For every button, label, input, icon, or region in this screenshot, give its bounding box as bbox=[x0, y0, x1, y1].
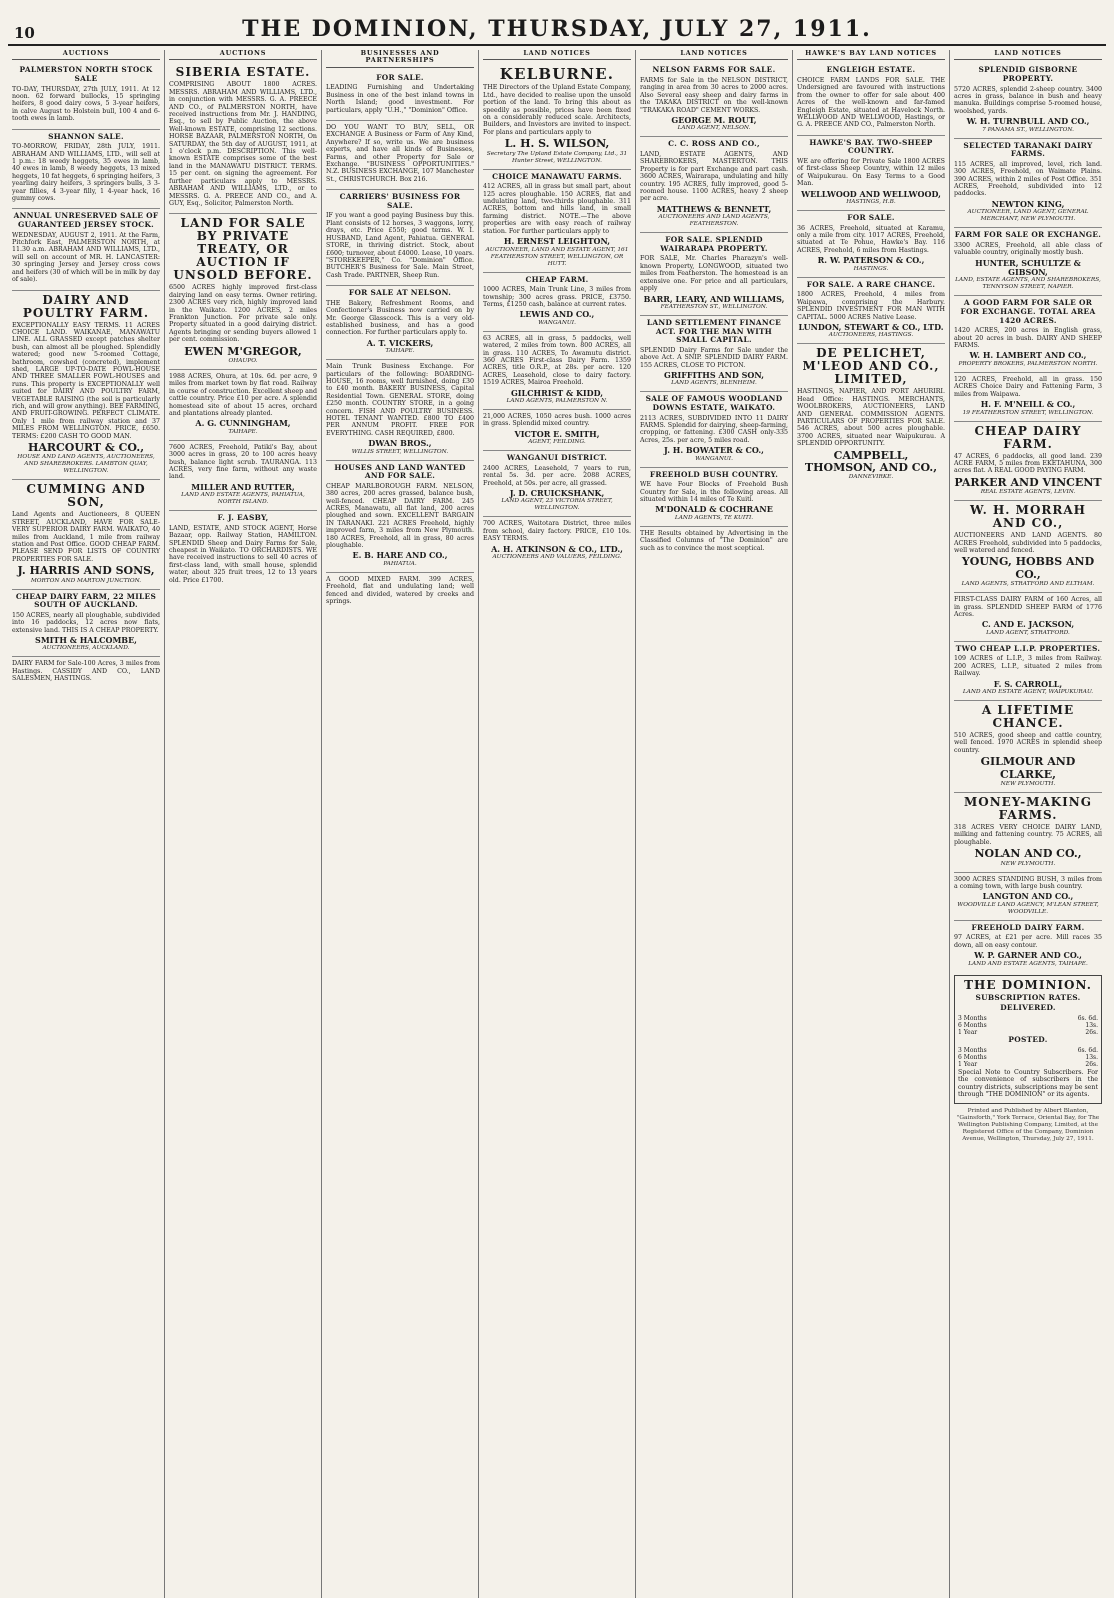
classified-ad bbox=[326, 121, 474, 190]
ad-list bbox=[954, 63, 1102, 971]
ad-advertiser: EWEN M'GREGOR, bbox=[184, 344, 302, 358]
classified-ad bbox=[640, 233, 788, 316]
ad-body: 510 ACRES, good sheep and cattle country, well fenced. 1970 ACRES in splendid sheep country. bbox=[954, 732, 1102, 754]
ad-heading: CARRIERS' BUSINESS FOR SALE. bbox=[339, 192, 461, 210]
ad-advertiser: DWAN BROS., bbox=[368, 438, 432, 449]
ad-advertiser: A. H. ATKINSON & CO., LTD., bbox=[491, 543, 623, 554]
classified-ad bbox=[169, 214, 317, 370]
classified-ad bbox=[640, 392, 788, 467]
ad-body: LAND, ESTATE AGENTS, AND SHAREBROKERS, MASTERTON. THIS Property is for part Exchange and part cash. 3600 ACRES, Wairarapa, undulating and hilly country. 195 ACRES, fully improved, good 5-roomed house. 1100 ACRES, heavy 2 sheep per acre. bbox=[640, 151, 788, 203]
ad-body: 21,000 ACRES, 1050 acres bush. 1000 acres in grass. Splendid mixed country. bbox=[483, 412, 631, 428]
ad-heading: CUMMING AND SON, bbox=[26, 482, 146, 510]
rate-period: 3 Months bbox=[958, 1014, 987, 1022]
classified-ad bbox=[954, 228, 1102, 296]
rate-price: 26s. bbox=[1085, 1029, 1098, 1037]
ad-advertiser: BARR, LEARY, AND WILLIAMS, bbox=[643, 293, 785, 304]
ad-body: 5720 ACRES, splendid 2-sheep country. 3400 acres in grass, balance in bush and heavy manuka. Buildings comprise 5-roomed house, woolshed, yards. bbox=[954, 85, 1102, 115]
rate-period: 6 Months bbox=[958, 1054, 987, 1062]
classified-ad bbox=[12, 480, 160, 589]
subscription-title: THE DOMINION. bbox=[964, 977, 1092, 992]
subscription-section-label: DELIVERED. bbox=[1000, 1003, 1056, 1013]
column-heading: BUSINESSES AND PARTNERSHIPS bbox=[326, 50, 474, 68]
column-5 bbox=[636, 50, 793, 1598]
ad-body: 7600 ACRES, Freehold, Patiki's Bay, about 3000 acres in grass, 20 to 100 acres heavy bush, balance light scrub. TAURANGA. 113 ACRES, very fine farm, without any waste land. bbox=[169, 443, 317, 481]
ad-address: MORTON AND MARTON JUNCTION. bbox=[30, 577, 142, 584]
column-1 bbox=[8, 50, 165, 1598]
ad-advertiser: J. D. CRUICKSHANK, bbox=[509, 488, 605, 498]
ad-body: THE Bakery, Refreshment Rooms, and Confectioner's Business now carried on by Mr. George Glasscock. This is a very old-established business, and has a good connection. For further particulars apply to. bbox=[326, 299, 474, 337]
ad-heading: FOR SALE AT NELSON. bbox=[348, 288, 452, 298]
ad-address: WANGANUI. bbox=[695, 455, 733, 462]
ad-advertiser: LEWIS AND CO., bbox=[519, 309, 595, 320]
ad-list bbox=[12, 63, 160, 688]
subscription-sections bbox=[958, 1004, 1098, 1068]
classified-ad bbox=[954, 921, 1102, 972]
ad-advertiser: L. H. S. WILSON, bbox=[504, 137, 610, 151]
ad-heading: WANGANUI DISTRICT. bbox=[506, 453, 608, 463]
ad-body: 97 ACRES, at £21 per acre. Mill races 35 down, all on easy contour. bbox=[954, 934, 1102, 949]
ad-body: 1800 ACRES, Freehold, 4 miles from Waipawa, comprising the Harbury. SPLENDID INVESTMENT FOR MAN WITH CAPITAL. 5000 ACRES Native Lease. bbox=[797, 291, 945, 321]
classified-ad bbox=[640, 316, 788, 392]
classified-ad bbox=[483, 451, 631, 517]
column-heading: LAND NOTICES bbox=[640, 50, 788, 60]
classified-ad bbox=[954, 422, 1102, 502]
ad-body: THE Results obtained by Advertising in the Classified Columns of "The Dominion" are such as to convince the most sceptical. bbox=[640, 529, 788, 552]
masthead bbox=[8, 6, 1106, 46]
ad-heading: FREEHOLD DAIRY FARM. bbox=[971, 922, 1085, 932]
classified-ad bbox=[12, 63, 160, 129]
classified-ad bbox=[483, 517, 631, 565]
classified-ad bbox=[954, 593, 1102, 642]
ad-advertiser: PARKER AND VINCENT bbox=[954, 475, 1102, 489]
ad-address: Secretary The Upland Estate Company, Ltd., 31 Hunter Street, WELLINGTON. bbox=[486, 150, 628, 164]
classified-ad bbox=[483, 410, 631, 451]
classified-ad bbox=[483, 273, 631, 332]
ad-body: TO-DAY, THURSDAY, 27th JULY, 1911. At 12 noon. 62 forward bullocks, 15 springing heifers, 8 good dairy cows, 5 3-year heifers, in calve August to Holstein bull, 100 4 and 6-tooth ewes in lamb. bbox=[12, 85, 160, 123]
ad-heading: FREEHOLD BUSH COUNTRY. bbox=[649, 469, 779, 479]
ad-advertiser: E. B. HARE AND CO., bbox=[352, 550, 448, 561]
ad-address: REAL ESTATE AGENTS, LEVIN. bbox=[980, 489, 1076, 496]
classified-ad bbox=[326, 573, 474, 612]
ad-body: FOR SALE, Mr. Charles Pharazyn's well-known Property, LONGWOOD, situated two miles from Featherston. The homestead is an extensive one. For price and all particulars, apply bbox=[640, 255, 788, 293]
subscription-rate-row bbox=[958, 1015, 1098, 1022]
ad-list bbox=[326, 71, 474, 612]
ad-body: WE have Four Blocks of Freehold Bush Country for Sale, in the following areas. All situated within 14 miles of Te Kuiti. bbox=[640, 481, 788, 503]
ad-address: AUCTIONEERS AND LAND AGENTS, FEATHERSTON. bbox=[658, 214, 770, 228]
subscription-rate-row bbox=[958, 1061, 1098, 1068]
ad-list bbox=[169, 63, 317, 590]
ad-heading: NELSON FARMS FOR SALE. bbox=[652, 65, 776, 75]
ad-heading: SELECTED TARANAKI DAIRY FARMS. bbox=[963, 140, 1093, 159]
rate-period: 6 Months bbox=[958, 1022, 987, 1030]
ad-address: NEW PLYMOUTH. bbox=[1000, 860, 1056, 867]
ad-advertiser: HARCOURT & CO., bbox=[27, 441, 145, 454]
ad-heading: F. J. EASBY, bbox=[217, 513, 269, 523]
ad-body: 1420 ACRES, 200 acres in English grass, about 20 acres in bush. DAIRY AND SHEEP FARMS. bbox=[954, 327, 1102, 350]
ad-heading: SALE OF FAMOUS WOODLAND DOWNS ESTATE, WAIKATO. bbox=[645, 394, 783, 412]
ad-body: 36 ACRES, Freehold, situated at Karamu, only a mile from city. 1017 ACRES, Freehold, situated at Te Pohue, Hawke's Bay. 116 ACRES, Freehold, 6 miles from Hastings. bbox=[797, 224, 945, 254]
ad-heading: CHEAP FARM. bbox=[525, 274, 589, 284]
ad-heading: A LIFETIME CHANCE. bbox=[981, 703, 1075, 730]
classified-ad bbox=[954, 501, 1102, 593]
ad-advertiser: VICTOR E. SMITH, bbox=[514, 428, 600, 439]
ad-body: CHOICE FARM LANDS FOR SALE. THE Undersigned are favoured with instructions from the owner to offer for sale about 400 Acres of the well-known and far-famed Engleigh Estate, situated at Havelock North. WELLWOOD AND WELLWOOD, Hastings, or G. A. PREECE AND CO., Palmerston North. bbox=[797, 77, 945, 129]
ad-address: LAND AGENT, NELSON. bbox=[677, 125, 751, 132]
ad-advertiser: HUNTER, SCHULTZE & GIBSON, bbox=[975, 257, 1081, 278]
ad-address: LAND AGENTS, STRATFORD AND ELTHAM. bbox=[961, 581, 1095, 588]
ad-body: SPLENDID Dairy Farms for Sale under the above Act. A SNIP. SPLENDID DAIRY FARM. 155 ACRES, CLOSE TO PICTON. bbox=[640, 346, 788, 369]
ad-address: WANGANUI. bbox=[538, 319, 576, 326]
ad-address: AUCTIONEER, LAND AND ESTATE AGENT, 161 FEATHERSTON STREET, WELLINGTON, OR HUTT. bbox=[485, 246, 629, 267]
columns bbox=[8, 50, 1106, 1598]
ad-advertiser: W. H. TURNBULL AND CO., bbox=[966, 116, 1090, 127]
ad-heading: TWO CHEAP L.I.P. PROPERTIES. bbox=[955, 643, 1101, 653]
ad-body: HASTINGS, NAPIER, AND PORT AHURIRI. Head Office: HASTINGS. MERCHANTS, WOOLBROKERS, AUCTIONEERS, LAND AND GENERAL COMMISSION AGENTS. PARTICULARS OF PROPERTIES FOR SALE. 546 ACRES, about 500 acres ploughable. 3700 ACRES, situated near Waipukurau. A SPLENDID OPPORTUNITY. bbox=[797, 388, 945, 448]
ad-heading: LAND FOR SALE BY PRIVATE TREATY, OR AUCTION IF UNSOLD BEFORE. bbox=[173, 216, 313, 283]
column-6 bbox=[793, 50, 950, 1598]
ad-advertiser: M'DONALD & COCHRANE bbox=[655, 504, 773, 515]
column-heading: HAWKE'S BAY LAND NOTICES bbox=[797, 50, 945, 60]
classified-ad bbox=[326, 360, 474, 460]
ad-advertiser: W. H. LAMBERT AND CO., bbox=[969, 350, 1087, 361]
ad-body: 150 ACRES, nearly all ploughable, subdivided into 16 paddocks, 12 acres now flats, extensive land. THIS IS A CHEAP PROPERTY. bbox=[12, 611, 160, 634]
ad-address: LAND, ESTATE AGENTS, AND SHAREBROKERS, TENNYSON STREET, NAPIER. bbox=[955, 277, 1101, 291]
ad-address: LAND AGENT, 23 VICTORIA STREET, WELLINGTON. bbox=[501, 498, 613, 512]
rate-price: 26s. bbox=[1085, 1061, 1098, 1069]
ad-address: LAND AND ESTATE AGENT, WAIPUKURAU. bbox=[962, 689, 1094, 695]
page-number: 10 bbox=[14, 24, 35, 42]
ad-body: EXCEPTIONALLY EASY TERMS. 11 ACRES CHOICE LAND. WAIKANAE, MANAWATU LINE. ALL GRASSED except patches shelter bush, can almost all be ploughed. Splendidly watered; good new 5-roomed Cottage, bathroom, cowshed (concreted), implement shed, LARGE UP-TO-DATE FOWL-HOUSE AND THREE SMALLER FOWL-HOUSES and runs. This property is EXCEPTIONALLY well suited for DAIRY AND POULTRY FARM, VEGETABLE RAISING (the soil is particularly rich, and will grow anything). BEE FARMING, AND FRUIT-GROWING. PERFECT CLIMATE. Only 1 mile from railway station and 37 MILES FROM WELLINGTON. PRICE, £650. TERMS: £200 CASH TO GOOD MAN. bbox=[12, 321, 160, 440]
ad-address: 19 FEATHERSTON STREET, WELLINGTON. bbox=[962, 409, 1094, 416]
subscription-rate-row bbox=[958, 1047, 1098, 1054]
classified-ad bbox=[326, 461, 474, 573]
ad-heading: FOR SALE. A RARE CHANCE. bbox=[806, 279, 936, 289]
ad-heading: ANNUAL UNRESERVED SALE OF GUARANTEED JERSEY STOCK. bbox=[13, 211, 159, 230]
classified-ad bbox=[12, 209, 160, 290]
ad-advertiser: NOLAN AND CO., bbox=[974, 847, 1082, 861]
ad-address: 7 PANAMA ST., WELLINGTON. bbox=[982, 126, 1074, 133]
ad-body: FARMS for Sale in the NELSON DISTRICT, ranging in area from 30 acres to 2000 acres. Also Several easy sheep and dairy farms in the TAKAKA DISTRICT on the well-known "TRAKAKA ROAD" CEMENT WORKS. bbox=[640, 77, 788, 114]
ad-body: LAND, ESTATE, AND STOCK AGENT, Horse Bazaar, opp. Railway Station, HAMILTON. SPLENDID Sheep and Dairy Farms for Sale, cheapest in Waikato. TO ORCHARDISTS. WE have received instructions to sell 40 acres of first-class land, with small house, splendid water, about 325 fruit trees, 12 to 13 years old. Price £1700. bbox=[169, 524, 317, 584]
ad-advertiser: MATTHEWS & BENNETT, bbox=[656, 203, 772, 214]
subscription-subtitle: SUBSCRIPTION RATES. bbox=[975, 992, 1081, 1002]
ad-heading: LAND SETTLEMENT FINANCE ACT. FOR THE MAN WITH SMALL CAPITAL. bbox=[646, 317, 782, 345]
ad-advertiser: GILCHRIST & KIDD, bbox=[510, 387, 604, 398]
ad-heading: CHEAP DAIRY FARM, 22 MILES SOUTH OF AUCKLAND. bbox=[15, 591, 157, 610]
ad-heading: MONEY-MAKING FARMS. bbox=[963, 795, 1093, 823]
ad-body: 1988 ACRES, Ohura, at 10s. 6d. per acre, 9 miles from market town by flat road. Railway in course of construction. Excellent sheep and cattle country. Price £10 per acre. A splendid homestead site of about 15 acres, orchard and plantations already planted. bbox=[169, 372, 318, 417]
ad-body: CHEAP MARLBOROUGH FARM. NELSON, 380 acres, 200 acres grassed, balance bush, well-fenced. CHEAP DAIRY FARM. 245 ACRES, Manawatu, all flat land, 200 acres ploughed and sown. EXCELLENT BARGAIN IN TARANAKI. 221 ACRES Freehold, highly improved farm, 3 miles from New Plymouth. 180 ACRES, Freehold, all in grass, 80 acres ploughable. bbox=[326, 482, 474, 550]
classified-ad bbox=[954, 373, 1102, 422]
ad-advertiser: J. H. BOWATER & CO., bbox=[664, 445, 764, 456]
ad-body: Main Trunk Business Exchange. For particulars of the following: BOARDING-HOUSE, 16 rooms, well furnished, doing £30 to £40 month. BAKERY BUSINESS, Capital Residential Town. GENERAL STORE, doing £250 month. COUNTRY STORE, in a going concern. FISH AND POULTRY BUSINESS. HOTEL TENANT WANTED. £800 TO £400 PER ANNUM PROFIT. FREE FOR EVERYTHING. CASH REQUIRED, £800. bbox=[326, 363, 474, 437]
ad-heading: C. C. ROSS AND CO., bbox=[668, 139, 760, 149]
ad-advertiser: C. AND E. JACKSON, bbox=[981, 619, 1075, 630]
ad-body: 115 ACRES, all improved, level, rich land. 300 ACRES, Freehold, on Waimate Plains. 390 ACRES, within 2 miles of Post Office. 351 ACRES, Freehold, subdivided into 12 paddocks. bbox=[954, 160, 1102, 198]
ad-advertiser: YOUNG, HOBBS AND CO., bbox=[961, 555, 1095, 581]
ad-heading: SHANNON SALE. bbox=[48, 131, 124, 141]
classified-ad bbox=[954, 139, 1102, 229]
classified-ad bbox=[169, 370, 317, 441]
ad-address: DANNEVIRKE. bbox=[848, 474, 894, 481]
ad-advertiser: LUNDON, STEWART & CO., LTD. bbox=[798, 321, 944, 332]
subscription-box bbox=[954, 975, 1102, 1105]
ad-body: LEADING Furnishing and Undertaking Business in one of the best inland towns in North Island; good investment. For particulars, apply "U.H.," "Dominion" Office. bbox=[326, 84, 474, 114]
ad-body: 1000 ACRES, Main Trunk Line, 3 miles from township; 300 acres grass. PRICE, £3750. Terms, £1250 cash, balance at current rates. bbox=[483, 286, 631, 308]
classified-ad bbox=[326, 190, 474, 286]
ad-address: AUCTIONEERS AND VALUERS, FEILDING. bbox=[492, 554, 622, 561]
classified-ad bbox=[797, 136, 945, 211]
ad-body: 47 ACRES, 6 paddocks, all good land. 239 ACRE FARM, 5 miles from EKETAHUNA, 300 acres flat. A REAL GOOD PAYING FARM. bbox=[954, 452, 1102, 475]
ad-heading: HAWKE'S BAY. TWO-SHEEP COUNTRY. bbox=[809, 137, 933, 156]
ad-body: 700 ACRES, Waitotara District, three miles from school, dairy factory. PRICE, £10 10s. EASY TERMS. bbox=[483, 520, 631, 543]
classified-ad bbox=[483, 63, 631, 169]
ad-advertiser: GILMOUR AND CLARKE, bbox=[980, 755, 1076, 781]
column-4 bbox=[479, 50, 636, 1598]
ad-body: 3000 ACRES STANDING BUSH, 3 miles from a coming town, with large bush country. bbox=[954, 875, 1102, 891]
column-heading: AUCTIONS bbox=[12, 50, 160, 60]
column-3 bbox=[322, 50, 479, 1598]
subscription-rate-row bbox=[958, 1022, 1098, 1029]
imprint-footer: Printed and Published by Albert Blanton, "Gainsforth," York Terrace, Oriental Bay, for The Wellington Publishing Company, Limited, at the Registered Office of the Company, Dominion Avenue, Wellington, Thursday, July 27, 1911. bbox=[956, 1108, 1100, 1143]
ad-body: 3300 ACRES, Freehold, all able class of valuable country, originally mostly bush. bbox=[954, 241, 1102, 257]
classified-ad bbox=[797, 63, 945, 135]
subscription-note: Special Note to Country Subscribers. For the convenience of subscribers in the country districts, subscriptions may be sent through "THE DOMINION" or its agents. bbox=[958, 1068, 1098, 1098]
ad-list bbox=[483, 63, 631, 565]
ad-address: WILLIS STREET, WELLINGTON. bbox=[351, 448, 449, 455]
classified-ad bbox=[483, 332, 631, 410]
ad-body: AUCTIONEERS AND LAND AGENTS. 80 ACRES Freehold, subdivided into 5 paddocks, well watered and fenced. bbox=[954, 532, 1102, 554]
ad-body: 109 ACRES of L.I.P., 3 miles from Railway. 200 ACRES, L.I.P., situated 2 miles from Railway. bbox=[954, 655, 1102, 678]
column-heading: LAND NOTICES bbox=[954, 50, 1102, 60]
classified-ad bbox=[12, 130, 160, 210]
ad-advertiser: A. T. VICKERS, bbox=[366, 337, 434, 348]
ad-address: FEATHERSTON ST., WELLINGTON. bbox=[660, 303, 768, 310]
classified-ad bbox=[640, 137, 788, 233]
ad-advertiser: GEORGE M. ROUT, bbox=[671, 115, 757, 126]
ad-address: TAIHAPE. bbox=[385, 348, 415, 355]
ad-body: THE Directors of the Upland Estate Company, Ltd., have decided to realise upon the unsold portion of the land. To bring this about as speedily as possible, prices have been fixed on a considerably reduced scale. Architects, Builders, and Investors are invited to inspect. For plans and particulars apply to bbox=[483, 84, 631, 136]
ad-heading: SIBERIA ESTATE. bbox=[175, 65, 311, 80]
ad-address: TAIHAPE. bbox=[228, 428, 258, 435]
rate-price: 6s. 6d. bbox=[1077, 1014, 1098, 1022]
ad-body: Land Agents and Auctioneers, 8 QUEEN STREET, AUCKLAND, HAVE FOR SALE- VERY SUPERIOR DAIRY FARM. WAIKATO, 40 miles from Auckland, 1 mile from railway station and Post Office. GOOD CHEAP FARM. PLEASE SEND FOR LISTS OF COUNTRY PROPERTIES FOR SALE. bbox=[12, 511, 160, 563]
ad-heading: SPLENDID GISBORNE PROPERTY. bbox=[978, 65, 1078, 83]
ad-address: HASTINGS. bbox=[853, 265, 889, 272]
classified-ad bbox=[797, 344, 945, 485]
ad-body: 120 ACRES, Freehold, all in grass. 150 ACRES Choice Dairy and Fattening Farm, 3 miles from Waipawa. bbox=[954, 375, 1102, 398]
ad-heading: HOUSES AND LAND WANTED AND FOR SALE. bbox=[334, 462, 466, 481]
classified-ad bbox=[483, 170, 631, 273]
classified-ad bbox=[12, 291, 160, 481]
ad-body: 412 ACRES, all in grass but small part, about 125 acres ploughable. 150 ACRES, flat and undulating land, two-thirds ploughable. 311 ACRES, bottom and hills land, in small farming district. NOTE.—The above properties are with easy reach of railway station. For further particulars apply to bbox=[483, 183, 631, 235]
classified-ad bbox=[326, 71, 474, 121]
classified-ad bbox=[954, 793, 1102, 873]
ad-advertiser: A. G. CUNNINGHAM, bbox=[195, 418, 291, 429]
ad-heading: A GOOD FARM FOR SALE OR FOR EXCHANGE. TOTAL AREA 1420 ACRES. bbox=[960, 298, 1096, 325]
ad-body: A GOOD MIXED FARM. 399 ACRES, Freehold, flat and undulating land; well fenced and divided, watered by creeks and springs. bbox=[326, 575, 474, 606]
classified-ad bbox=[640, 527, 788, 558]
ad-body: 2400 ACRES, Leasehold, 7 years to run, rental 5s. 3d. per acre. 2088 ACRES, Freehold, at 50s. per acre, all grassed. bbox=[483, 464, 631, 487]
ad-address: LAND AND ESTATE AGENTS, TAIHAPE. bbox=[968, 960, 1088, 967]
ad-list bbox=[797, 63, 945, 485]
ad-address: LAND AGENT, STRATFORD. bbox=[986, 629, 1070, 636]
ad-address: AGENT, FEILDING. bbox=[528, 439, 586, 446]
ad-body: DAIRY FARM for Sale-100 Acres, 3 miles from Hastings. CASSIDY AND CO., LAND SALESMEN, HASTINGS. bbox=[12, 660, 160, 683]
ad-address: AUCTIONEERS, HASTINGS. bbox=[828, 332, 914, 339]
classified-ad bbox=[954, 296, 1102, 372]
classified-ad bbox=[954, 642, 1102, 701]
classified-ad bbox=[954, 701, 1102, 793]
classified-ad bbox=[326, 286, 474, 360]
ad-heading: FARM FOR SALE OR EXCHANGE. bbox=[954, 230, 1102, 240]
ad-advertiser: GRIFFITHS AND SON, bbox=[664, 369, 764, 380]
ad-heading: FOR SALE. SPLENDID WAIRARAPA PROPERTY. bbox=[660, 235, 768, 253]
ad-advertiser: J. HARRIS AND SONS, bbox=[17, 564, 155, 578]
ad-advertiser: NEWTON KING, bbox=[991, 198, 1065, 209]
ad-body: TO-MORROW, FRIDAY, 28th JULY, 1911. ABRAHAM AND WILLIAMS, LTD., will sell at 1 p.m.: 18 weedy heggets, 35 ewes in lamb, 40 ewes in lamb, 8 weedy heggets, 13 mixed heggets, 10 fat heggets, 6 springing heifers, 3 yearling dairy heifers, 3 springers bulls, 3 3-year fillies, 4 3-year filly, 1 4-year hack, 16 gummy cows. bbox=[12, 143, 160, 203]
classified-ad bbox=[169, 441, 317, 511]
classified-ad bbox=[12, 657, 160, 688]
rate-period: 1 Year bbox=[958, 1029, 978, 1037]
newspaper-title: THE DOMINION, THURSDAY, JULY 27, 1911. bbox=[242, 16, 872, 42]
ad-advertiser: LANGTON AND CO., bbox=[982, 891, 1074, 902]
ad-body: FIRST-CLASS DAIRY FARM of 160 Acres, all in grass. SPLENDID SHEEP FARM of 1776 Acres. bbox=[954, 596, 1102, 618]
ad-body: COMPRISING ABOUT 1800 ACRES. MESSRS. ABRAHAM AND WILLIAMS, LTD., in conjunction with MESSRS. G. A. PREECE AND CO., of PALMERSTON NORTH, have received instructions from Mr. J. HANDING, Esq., to sell by Public Auction, the above Well-known ESTATE, comprising 12 sections. HORSE BAZAAR, PALMERSTON NORTH, On SATURDAY, the 5th day of AUGUST, 1911, at 1 o'clock p.m. DESCRIPTION. This well-known ESTATE comprises some of the best land in the MANAWATU DISTRICT. TERMS. 15 per cent. on signing the agreement. For further particulars apply to MESSRS. ABRAHAM AND WILLIAMS, LTD., or to MESSRS. G. A. PREECE AND CO., and A. GUY, Esq., Solicitor, Palmerston North. bbox=[169, 81, 317, 207]
ad-address: LAND AGENTS, PALMERSTON N. bbox=[506, 397, 608, 404]
ad-address: AUCTIONEERS, AUCKLAND. bbox=[42, 645, 130, 652]
classified-ad bbox=[640, 468, 788, 527]
ad-heading: CHOICE MANAWATU FARMS. bbox=[492, 171, 622, 181]
classified-ad bbox=[797, 211, 945, 278]
column-7 bbox=[950, 50, 1106, 1598]
ad-address: LAND AND ESTATE AGENTS, PAHIATUA, NORTH ISLAND. bbox=[181, 492, 305, 506]
rate-price: 13s. bbox=[1085, 1022, 1098, 1030]
subscription-rate-row bbox=[958, 1054, 1098, 1061]
column-2 bbox=[165, 50, 322, 1598]
classified-ad bbox=[954, 873, 1102, 921]
classified-ad bbox=[169, 63, 317, 214]
ad-heading: PALMERSTON NORTH STOCK SALE bbox=[19, 65, 153, 83]
ad-body: IF you want a good paying Business buy this. Plant consists of 12 horses, 3 waggons, lorry, drays, etc. Price £550; good terms. W. I. HUSBAND, Land Agent, Pahiatua. GENERAL STORE, in thriving district. Stock, about £600; turnover, about £4000. Lease, 10 years. "STOREKEEPER," Co. "Dominion" Office. BUTCHER'S Business for Sale. Main Street, Cash Trade. PARTNER, Sheep Run. bbox=[326, 212, 474, 279]
rate-period: 3 Months bbox=[958, 1047, 987, 1055]
ad-list bbox=[640, 63, 788, 558]
ad-body: DO YOU WANT TO BUY, SELL, OR EXCHANGE A Business or Farm of Any Kind, Anywhere? If so, write us. We are business experts, and have all kinds of Businesses, Farms, and other Property for Sale or Exchange. "BUSINESS OPPORTUNITIES." N.Z. BUSINESS EXCHANGE, 107 Manchester St., CHRISTCHURCH. Box 216. bbox=[326, 124, 474, 183]
ad-address: PAHIATUA. bbox=[383, 560, 417, 567]
classified-ad bbox=[797, 278, 945, 345]
ad-body: WE are offering for Private Sale 1800 ACRES of first-class Sheep Country, within 12 miles of Waipukurau. On Easy Terms to a Good Man. bbox=[797, 158, 945, 188]
rate-period: 1 Year bbox=[958, 1061, 978, 1069]
ad-address: HOUSE AND LAND AGENTS, AUCTIONEERS, AND SHAREBROKERS. LAMBTON QUAY, WELLINGTON. bbox=[17, 454, 155, 475]
ad-address: LAND AGENTS, TE KUITI. bbox=[674, 514, 754, 521]
column-heading: LAND NOTICES bbox=[483, 50, 631, 60]
ad-body: 6500 ACRES highly improved first-class dairying land on easy terms. Owner retiring. 2300 ACRES very rich, highly improved land in the Waikato. 1200 ACRES, 2 miles Frankton Junction. For private sale only. Property situated in a good dairying district. Agents bringing or sending buyers allowed 1 per cent. commission. bbox=[169, 284, 317, 344]
column-heading: AUCTIONS bbox=[169, 50, 317, 60]
ad-advertiser: H. F. M'NEILL & CO., bbox=[980, 399, 1076, 410]
ad-heading: DE PELICHET, M'LEOD AND CO., LIMITED, bbox=[802, 346, 940, 387]
classified-ad bbox=[640, 63, 788, 137]
classified-ad bbox=[954, 63, 1102, 138]
ad-address: NEW PLYMOUTH. bbox=[1000, 781, 1056, 788]
ad-heading: KELBURNE. bbox=[499, 65, 615, 84]
classified-ad bbox=[169, 511, 317, 590]
ad-body: 2113 ACRES, SUBDIVIDED INTO 11 DAIRY FARMS. Splendid for dairying, sheep-farming, cropping, or fattening. £300 CASH only-335 Acres, 25s. per acre, 5 miles road. bbox=[640, 414, 788, 444]
ad-address: LAND AGENTS, BLENHEIM. bbox=[671, 380, 757, 387]
ad-heading: W. H. MORRAH AND CO., bbox=[970, 503, 1086, 531]
ad-advertiser: W. P. GARNER AND CO., bbox=[974, 950, 1082, 961]
classified-ad bbox=[12, 590, 160, 658]
ad-address: PROPERTY BROKERS, PALMERSTON NORTH. bbox=[958, 360, 1098, 367]
ad-advertiser: F. S. CARROLL, bbox=[993, 678, 1063, 689]
ad-advertiser: R. W. PATERSON & CO., bbox=[817, 255, 925, 266]
rate-price: 6s. 6d. bbox=[1077, 1047, 1098, 1055]
ad-heading: DAIRY AND POULTRY FARM. bbox=[22, 292, 150, 320]
ad-heading: FOR SALE. bbox=[376, 72, 424, 82]
ad-advertiser: CAMPBELL, THOMSON, AND CO., bbox=[804, 448, 938, 474]
ad-body: 318 ACRES VERY CHOICE DAIRY LAND, milking and fattening country. 75 ACRES, all ploughable. bbox=[954, 824, 1102, 846]
ad-heading: CHEAP DAIRY FARM. bbox=[974, 423, 1082, 451]
ad-body: WEDNESDAY, AUGUST 2, 1911. At the Farm, Pitchfork East, PALMERSTON NORTH, at 11.30 a.m. ABRAHAM AND WILLIAMS, LTD., will sell on account of MR. H. LANCASTER: 30 springing Jersey and Jersey cross cows and heifers (30 of which will be in milk by day of sale). bbox=[12, 231, 160, 284]
ad-advertiser: WELLWOOD AND WELLWOOD, bbox=[801, 188, 941, 199]
ad-body: 63 ACRES, all in grass, 5 paddocks, well watered, 2 miles from town. 800 ACRES, all in grass. 110 ACRES, To Awamutu district. 360 ACRES First-class Dairy Farm. 1359 ACRES, title O.R.P., at 28s. per acre. 120 ACRES, Leasehold, close to dairy factory. 1519 ACRES, Mairoa Freehold. bbox=[483, 334, 631, 387]
ad-advertiser: SMITH & HALCOMBE, bbox=[35, 635, 137, 646]
ad-advertiser: H. ERNEST LEIGHTON, bbox=[503, 236, 611, 247]
subscription-section-label: POSTED. bbox=[1008, 1035, 1048, 1045]
ad-address: AUCTIONEER, LAND AGENT, GENERAL MERCHANT, NEW PLYMOUTH. bbox=[967, 209, 1089, 223]
ad-heading: ENGLEIGH ESTATE. bbox=[826, 65, 916, 75]
ad-address: WOODVILLE LAND AGENCY, M'LEAN STREET, WOODVILLE. bbox=[957, 901, 1099, 915]
rate-price: 13s. bbox=[1085, 1054, 1098, 1062]
ad-advertiser: MILLER AND RUTTER, bbox=[191, 481, 295, 492]
ad-heading: FOR SALE. bbox=[847, 213, 895, 223]
ad-address: HASTINGS, H.B. bbox=[846, 199, 896, 206]
ad-address: OHAUPO. bbox=[228, 357, 258, 364]
